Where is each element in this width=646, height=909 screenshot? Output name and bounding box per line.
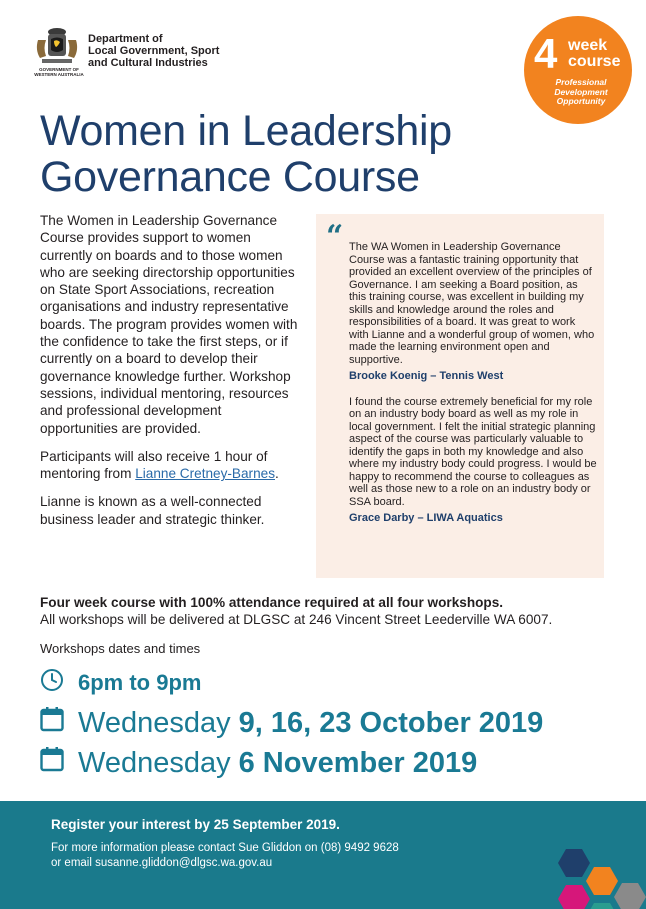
date-row	[40, 746, 477, 779]
dept-line: and Cultural Industries	[88, 57, 208, 69]
workshop-location: All workshops will be delivered at DLGSC at 246 Vincent Street Leederville WA 6007.	[40, 612, 553, 627]
clock-icon	[40, 668, 64, 697]
calendar-icon	[40, 706, 64, 739]
email-link[interactable]: susanne.gliddon@dlgsc.wa.gov.au	[95, 857, 273, 869]
date-values: 6 November 2019	[238, 746, 478, 779]
contact-phone: For more information please contact Sue Gliddon on (08) 9492 9628	[51, 842, 399, 854]
wa-crest-icon	[32, 26, 82, 78]
attendance-requirement: Four week course with 100% attendance required at all four workshops.	[40, 595, 504, 610]
testimonial-box	[316, 214, 604, 578]
time-row	[40, 668, 201, 697]
intro-paragraph: The Women in Leadership Governance Course provides support to women currently on boards and to those women who are seeking directorship opportunities on State Sport Associations, recreation organisations and industry representative boards. The program provides women with the confidence to take the first steps, or if currently on a board to develop their governance knowledge further. Workshop sessions, individual mentoring, resources and professional development opportunities are provided.	[40, 213, 298, 436]
mentoring-end: .	[275, 466, 279, 482]
course-info	[40, 594, 620, 628]
mentoring-paragraph	[40, 448, 302, 483]
mentor-link[interactable]: Lianne Cretney-Barnes	[135, 466, 275, 482]
workshops-label: Workshops dates and times	[40, 641, 201, 656]
testimonial-author: Grace Darby – LIWA Aquatics	[349, 512, 503, 524]
badge-course: course	[568, 53, 621, 70]
testimonial-author: Brooke Koenig – Tennis West	[349, 370, 504, 382]
quote-mark-icon: “	[326, 219, 344, 254]
badge-number: 4	[534, 30, 558, 77]
title-line: Governance Course	[40, 153, 420, 201]
badge-sub-line: Opportunity	[556, 96, 606, 106]
workshop-time: 6pm to 9pm	[78, 669, 202, 695]
badge-sub-line: Development	[554, 86, 608, 97]
date-row	[40, 706, 543, 739]
testimonial-quote: The WA Women in Leadership Governance Course was a fantastic training opportunity that provided an excellent overview of the principles of Governance. I am seeking a Board position, as this training course, was excellent in building my skills and knowledge around the roles and responsibilities of a board. It was great to work with Lianne and a wonderful group of women, who made the learning environment open and supportive.	[349, 241, 595, 366]
testimonial-list	[349, 241, 597, 538]
date-day: Wednesday	[78, 706, 231, 739]
contact-email-line	[51, 856, 399, 871]
calendar-icon	[40, 746, 64, 779]
testimonial-quote: I found the course extremely beneficial for my role on an industry body board as well as my role in local government. I felt the initial strategic planning aspect of the course was particularly valuable to identify the gaps in both my knowledge and also where my industry body could progress. I would be happy to recommend the course to colleagues as well as those new to a role on an industry body or SSA board.	[349, 395, 597, 508]
department-name	[88, 33, 219, 69]
dept-line: Department of	[88, 33, 163, 45]
email-prefix: or email	[51, 857, 96, 869]
intro-text	[40, 212, 302, 539]
badge-sub-line: Professional	[555, 77, 607, 87]
register-deadline: Register your interest by 25 September 2019.	[51, 817, 340, 832]
crest-caption: GOVERNMENT OF WESTERN AUSTRALIA	[34, 67, 84, 77]
dept-line: Local Government, Sport	[88, 45, 220, 57]
title-line: Women in Leadership	[40, 107, 452, 155]
badge-subtitle	[536, 78, 626, 107]
footer	[0, 801, 646, 909]
page-title	[40, 108, 452, 200]
department-logo	[32, 26, 219, 78]
badge-week: week	[568, 37, 608, 54]
four-week-badge	[524, 16, 632, 124]
mentoring-text: Participants will also receive 1 hour of mentoring from	[40, 448, 268, 482]
date-values: 9, 16, 23 October 2019	[238, 706, 544, 739]
date-day: Wednesday	[78, 746, 231, 779]
hexagon-decoration	[536, 845, 646, 909]
contact-info	[51, 841, 399, 871]
mentor-bio: Lianne is known as a well-connected business leader and strategic thinker.	[40, 494, 265, 527]
